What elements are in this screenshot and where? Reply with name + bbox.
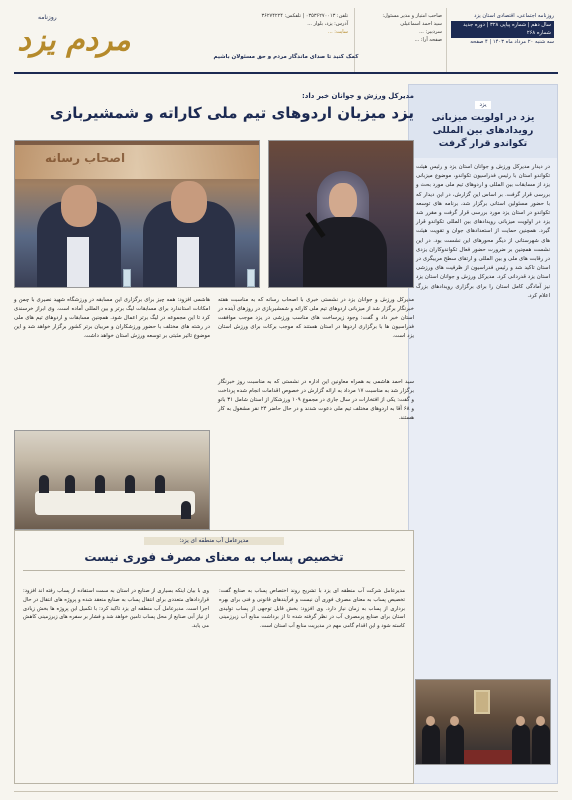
photo-man-head — [61, 185, 97, 227]
photo-table — [456, 750, 516, 764]
photo-person-head — [450, 716, 459, 726]
feature-column-right: مدیرعامل شرکت آب منطقه ای یزد با تشریح روند اختصاص پساب به صنایع گفت: تخصیص پساب به معنای مصرف فوری آن نیست و فرآیندهای قانونی و فنی برای بهره برداری از پساب به زمان نیاز دارد. وی افزود: بخش قابل توجهی از پساب تولیدی استان برای صنایع پرمصرف آب در نظر گرفته شده تا از برداشت منابع آب زیرزمینی کاسته شود و این اقدام گامی مهم در مدیریت منابع آب استان است. — [219, 588, 405, 630]
press-conference-photo — [14, 140, 260, 288]
photo-person — [446, 724, 464, 764]
feature-kicker: مدیرعامل آب منطقه ای یزد: — [144, 537, 284, 545]
credits — [354, 8, 446, 72]
photo-person — [532, 724, 550, 764]
article-column-left: هاشمی افزود: همه چیز برای برگزاری این مسابقه در ورزشگاه شهید نصیری با چمن و امکانات استاندارد برای مسابقات لیگ برتر و بین المللی آماده است. وی ابراز خرسندی کرد تا این مجموعه در لیگ برتر اعمال شود. همچنین مسابقات و اردوهای تیم های ملی در رشته های مختلف با حضور ورزشکاران و مربیان برتر کشور برگزار خواهد شد و این موضوع تاثیر مثبتی بر توسعه ورزش استان خواهد داشت. — [14, 297, 210, 340]
issue-info-line: روزنامه اجتماعی، اقتصادی استان یزد — [474, 13, 554, 19]
photo-person — [512, 724, 530, 764]
masthead — [14, 8, 558, 74]
logo-text: مردم یزد — [17, 22, 131, 58]
photo-banner-text: اصحاب رسانه — [45, 151, 126, 165]
photo-person-head — [426, 716, 435, 726]
slogan: کمک کنید تا صدای ماندگار مردم و حق مسئولان باشیم — [213, 54, 359, 60]
feature-divider — [23, 570, 405, 571]
feature-column-left: وی با بیان اینکه بسیاری از صنایع در استان به سمت استفاده از پساب رفته اند افزود: قراردادهای متعددی برای انتقال پساب به صنایع منعقد شده و پروژه های انتقال در حال اجرا است. مدیرعامل آب منطقه ای یزد تاکید کرد: با تکمیل این پروژه ها بخش زیادی از نیاز آبی صنایع از محل پساب تامین خواهد شد و فشار بر سفره های زیرزمینی کاهش می یابد. — [23, 588, 209, 630]
sidebar-header — [409, 85, 557, 158]
sidebar-article — [408, 84, 558, 784]
article-kicker: مدیرکل ورزش و جوانان خبر داد: — [302, 92, 414, 100]
contact-info — [134, 8, 354, 72]
feature-title: تخصیص پساب به معنای مصرف فوری نیست — [84, 550, 344, 564]
meeting-person — [95, 475, 105, 493]
credits-line: سردبیر: ... — [419, 29, 442, 35]
sidebar-photo — [415, 679, 551, 765]
meeting-person — [65, 475, 75, 493]
wall-frame — [474, 690, 490, 714]
meeting-person — [39, 475, 49, 493]
article-column-right: مدیرکل ورزش و جوانان یزد در نشستی خبری با اصحاب رسانه که به مناسبت هفته خبرنگار برگزار شد از میزبانی اردوهای تیم ملی کاراته و شمشیربازی در روزهای آینده در استان خبر داد و گفت: وجود زیرساخت های مناسب ورزشی در یزد موجب موافقت فدراسیون ها با برگزاری اردوها در استان هستند که موجب برکات برای ورزش استان یزد است. — [218, 297, 414, 340]
speaker-photo — [268, 140, 414, 288]
meeting-person — [155, 475, 165, 493]
page-bottom-rule — [14, 791, 558, 792]
photo-bottle — [247, 269, 255, 287]
contact-line: آدرس: یزد، بلوار ... — [307, 21, 348, 27]
contact-line: سایت: ... — [327, 29, 348, 35]
photo-person-head — [536, 716, 545, 726]
logo-subtitle: روزنامه — [38, 14, 57, 21]
meeting-person — [125, 475, 135, 493]
credits-line: صفحه آرا: ... — [414, 37, 442, 43]
contact-line: تلفن: ۰۳۵۳۶۲۷۰۰۱۳ | تلفکس: ۳۶۲۷۴۲۲۴ — [261, 13, 348, 19]
sidebar-kicker: یزد — [475, 101, 490, 109]
photo-face — [329, 183, 357, 219]
photo-person-head — [516, 716, 525, 726]
main-article — [14, 84, 414, 422]
article-column-right-continued: سید احمد هاشمی به همراه معاونین این اداره در نشستی که به مناسبت روز خبرنگار برگزار شد به مناسبت ۱۷ مرداد به ارائه گزارش در خصوص اقدامات انجام شده پرداخت و گفت: یکی از افتخارات در سال جاری در مجموع ۱۰۹ ورزشکار از استان شامل ۳۱ بانو و ۶۸ آقا به اردوهای مختلف تیم ملی دعوت شدند و در حال حاضر ۲۴ نفر مشغول به کار هستند. — [218, 379, 414, 422]
meeting-photo — [14, 430, 210, 530]
newspaper-logo — [14, 8, 134, 72]
meeting-person — [181, 501, 191, 519]
credits-line: صاحب امتیاز و مدیر مسئول: — [382, 13, 442, 19]
sidebar-text: در دیدار مدیرکل ورزش و جوانان استان یزد و رئیس هیئت تکواندو استان با رئیس فدراسیون تکواندو، موضوع میزبانی یزد از مسابقات بین المللی و اردوهای تیم ملی مورد بحث و بررسی قرار گرفت. بر اساس این گزارش، در این دیدار که با حضور مسئولین استانی برگزار شد، برنامه های توسعه تکواندو در استان یزد مورد بررسی قرار گرفت و مقرر شد یزد در اولویت میزبانی رویدادهای بین المللی تکواندو قرار گیرد. همچنین حمایت از استعدادهای جوان و تقویت هیئت های شهرستانی از دیگر محورهای این نشست بود. در این نشست همچنین بر ضرورت حضور فعال تکواندوکاران یزدی در رقابت های ملی و بین المللی و ارتقای سطح مربیگری در استان تاکید شد و رئیس فدراسیون از ظرفیت های ورزشی استان یزد قدردانی کرد. مدیرکل ورزش و جوانان استان یزد نیز آمادگی کامل استان را برای برگزاری رویدادهای بزرگ اعلام کرد. — [416, 164, 550, 299]
issue-info-line: سال دهم | شماره پیاپی ۳۲۸ | دوره جدید شماره ۲۶۸ — [451, 21, 554, 38]
issue-info-line: سه شنبه ۲۰ مرداد ماه ۱۴۰۳ | ۴ صفحه — [470, 38, 554, 45]
article-headline: یزد میزبان اردوهای تیم ملی کاراته و شمشیربازی — [49, 104, 414, 122]
sidebar-title: یزد در اولویت میزبانی رویدادهای بین المللی تکواندو قرار گرفت — [431, 112, 535, 149]
meeting-table — [35, 491, 195, 515]
feature-article — [14, 530, 414, 784]
photo-shirt — [67, 237, 89, 287]
photo-man-head — [171, 181, 207, 223]
credits-line: سید احمد اسماعیلی — [400, 21, 442, 27]
photo-shirt — [177, 237, 199, 287]
photo-person — [422, 724, 440, 764]
issue-info — [446, 8, 558, 72]
photo-bottle — [123, 269, 131, 287]
